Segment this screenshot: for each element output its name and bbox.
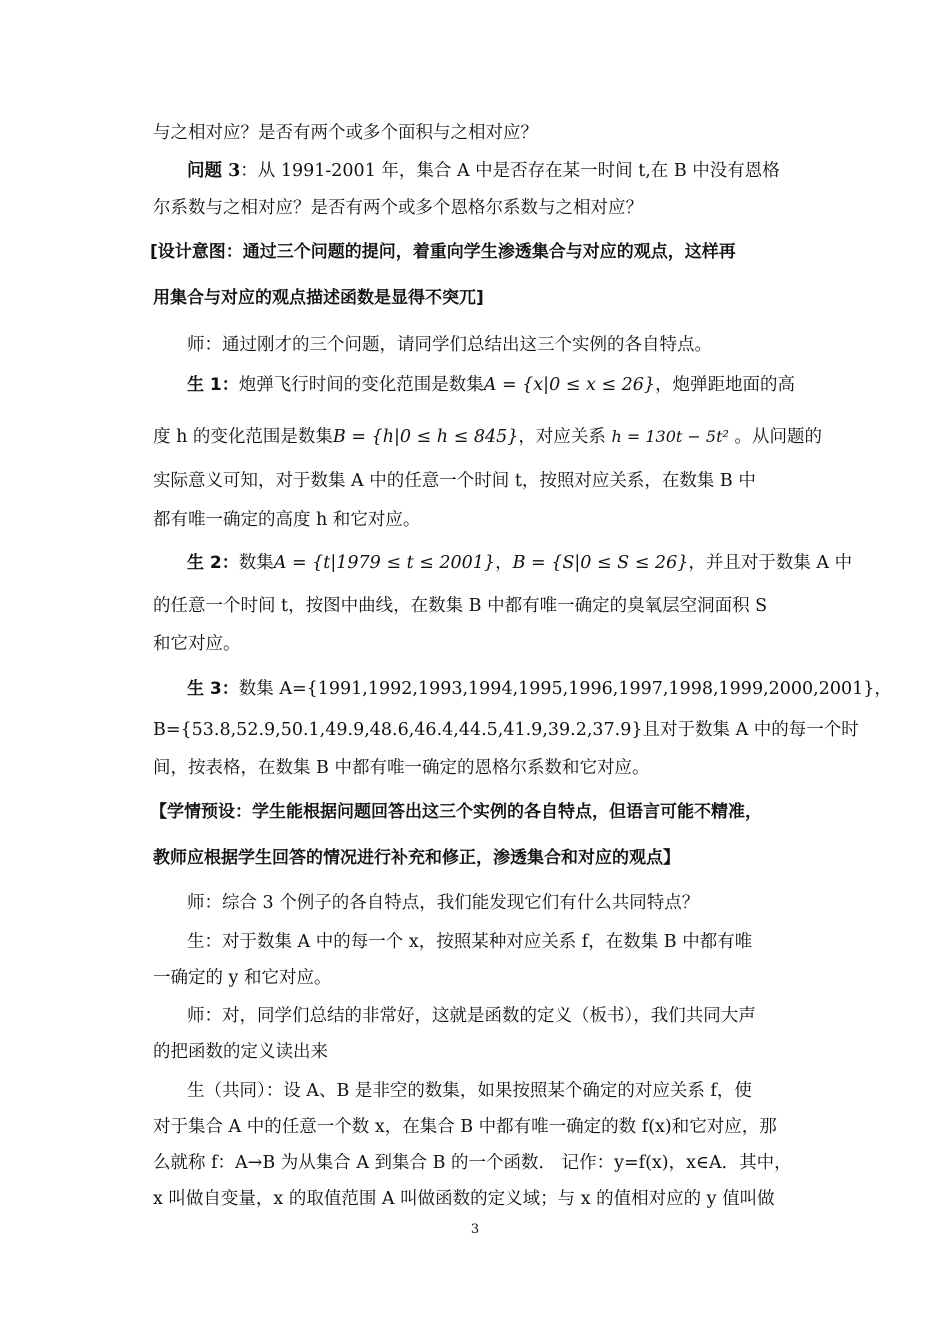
text-span: 度 h 的变化范围是数集 xyxy=(153,427,333,447)
text-line xyxy=(187,159,780,183)
text-line: 师：通过刚才的三个问题，请同学们总结出这三个实例的各自特点。 xyxy=(187,335,712,355)
text-span: ：从 1991-2001 年，集合 A 中是否存在某一时间 t,在 B 中没有恩格 xyxy=(240,161,780,181)
design-intent-line: 用集合与对应的观点描述函数是显得不突兀] xyxy=(153,288,484,308)
math-expression: A = {t|1979 ≤ t ≤ 2001} xyxy=(273,553,496,573)
math-expression: h = 130t − 5t² xyxy=(611,427,729,446)
learning-preset-line: 【学情预设：学生能根据问题回答出这三个实例的各自特点，但语言可能不精准， xyxy=(150,802,762,822)
text-line: 都有唯一确定的高度 h 和它对应。 xyxy=(153,510,421,530)
text-line: 实际意义可知，对于数集 A 中的任意一个时间 t，按照对应关系，在数集 B 中 xyxy=(153,471,756,491)
text-line xyxy=(153,425,822,449)
math-expression: A = {x|0 ≤ x ≤ 26} xyxy=(483,375,656,395)
student-label: 生 2： xyxy=(187,553,239,573)
design-intent-line: [设计意图：通过三个问题的提问，着重向学生渗透集合与对应的观点，这样再 xyxy=(150,242,736,262)
text-line: 生（共同）：设 A、B 是非空的数集，如果按照某个确定的对应关系 f，使 xyxy=(187,1081,752,1101)
text-line: 一确定的 y 和它对应。 xyxy=(153,968,332,988)
text-line: 尔系数与之相对应？是否有两个或多个恩格尔系数与之相对应？ xyxy=(153,198,643,218)
text-line: 与之相对应？是否有两个或多个面积与之相对应？ xyxy=(153,123,538,143)
page-number: 3 xyxy=(470,1222,480,1237)
text-line: 师：对，同学们总结的非常好，这就是函数的定义（板书），我们共同大声 xyxy=(187,1006,756,1026)
text-line: 和它对应。 xyxy=(153,634,241,654)
text-span: ，炮弹距地面的高 xyxy=(655,375,796,395)
text-span: 数集 A={1991,1992,1993,1994,1995,1996,1997,1998,1999,2000,2001}， xyxy=(238,679,892,699)
learning-preset-line: 教师应根据学生回答的情况进行补充和修正，渗透集合和对应的观点】 xyxy=(153,848,680,868)
text-span: ，对应关系 xyxy=(518,427,606,447)
text-line: x 叫做自变量，x 的取值范围 A 叫做函数的定义域；与 x 的值相对应的 y 值叫做 xyxy=(153,1189,775,1209)
text-span: ， xyxy=(495,553,513,573)
text-line xyxy=(187,677,892,701)
text-line: 生：对于数集 A 中的每一个 x，按照某种对应关系 f，在数集 B 中都有唯 xyxy=(187,932,753,952)
math-expression: B = {S|0 ≤ S ≤ 26} xyxy=(512,553,689,573)
text-line: 对于集合 A 中的任意一个数 x，在集合 B 中都有唯一确定的数 f(x)和它对应，那 xyxy=(153,1117,777,1137)
question-label: 问题 3 xyxy=(187,161,241,181)
text-line: 师：综合 3 个例子的各自特点，我们能发现它们有什么共同特点？ xyxy=(187,893,700,913)
student-label: 生 1： xyxy=(187,375,239,395)
text-line: B={53.8,52.9,50.1,49.9,48.6,46.4,44.5,41.9,39.2,37.9}且对于数集 A 中的每一个时 xyxy=(153,720,859,740)
math-expression: B = {h|0 ≤ h ≤ 845} xyxy=(332,427,519,447)
text-span: 炮弹飞行时间的变化范围是数集 xyxy=(238,375,484,395)
text-line xyxy=(187,551,852,575)
text-line: 的任意一个时间 t，按图中曲线，在数集 B 中都有唯一确定的臭氧层空洞面积 S xyxy=(153,596,768,616)
text-line: 间，按表格，在数集 B 中都有唯一确定的恩格尔系数和它对应。 xyxy=(153,758,650,778)
text-line xyxy=(187,373,795,397)
text-line: 的把函数的定义读出来 xyxy=(153,1042,328,1062)
student-label: 生 3： xyxy=(187,679,239,699)
text-span: 。从问题的 xyxy=(734,427,822,447)
text-line: 么就称 f：A→B 为从集合 A 到集合 B 的一个函数． 记作：y=f(x)，x∈A．其中， xyxy=(153,1153,792,1173)
text-span: ，并且对于数集 A 中 xyxy=(688,553,853,573)
text-span: 数集 xyxy=(238,553,274,573)
